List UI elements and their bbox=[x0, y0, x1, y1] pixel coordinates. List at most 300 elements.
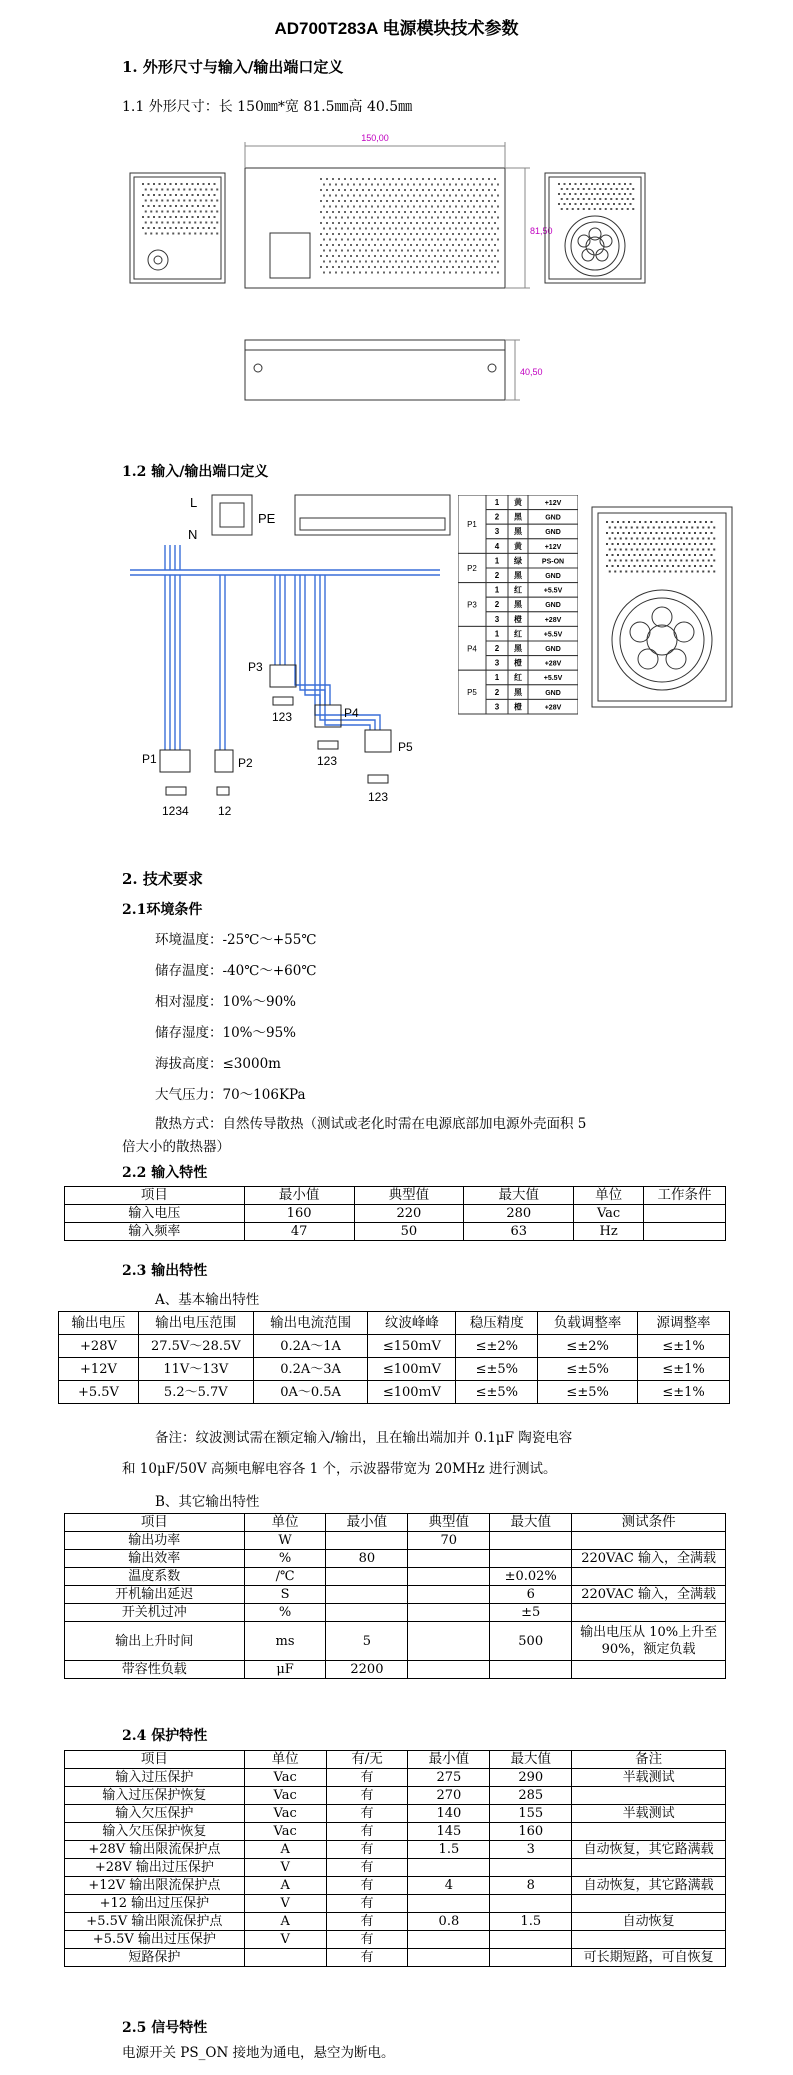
protect-table-cell: 有 bbox=[326, 1805, 408, 1823]
vent-hole bbox=[437, 195, 439, 197]
vent-hole bbox=[440, 266, 442, 268]
vent-hole bbox=[428, 266, 430, 268]
vent-hole bbox=[642, 571, 644, 573]
vent-hole bbox=[386, 266, 388, 268]
pin-text: +28V bbox=[544, 660, 562, 668]
signal-description: 电源开关 PS_ON 接地为通电，悬空为断电。 bbox=[122, 2045, 395, 2061]
vent-hole bbox=[632, 198, 634, 200]
protect-table-cell: 有 bbox=[326, 1787, 408, 1805]
vent-hole bbox=[614, 538, 616, 540]
vent-hole bbox=[389, 250, 391, 252]
protect-table-cell: Vac bbox=[244, 1823, 326, 1841]
vent-hole bbox=[320, 233, 322, 235]
protect-table-cell bbox=[572, 1823, 726, 1841]
vent-hole bbox=[470, 200, 472, 202]
protect-table-cell: 有 bbox=[326, 1859, 408, 1877]
vent-hole bbox=[491, 206, 493, 208]
protect-table-cell: 275 bbox=[408, 1769, 490, 1787]
section-1-heading: 1. 外形尺寸与输入/输出端口定义 bbox=[122, 58, 344, 76]
vent-hole bbox=[341, 261, 343, 263]
vent-hole bbox=[142, 183, 144, 185]
input-table-row bbox=[65, 1223, 726, 1241]
vent-hole bbox=[425, 206, 427, 208]
basic-output-table bbox=[58, 1311, 730, 1404]
vent-hole bbox=[702, 538, 704, 540]
vent-hole bbox=[631, 549, 633, 551]
pin-text: 3 bbox=[494, 658, 500, 668]
vent-hole bbox=[449, 217, 451, 219]
vent-hole bbox=[461, 228, 463, 230]
vent-hole bbox=[488, 233, 490, 235]
vent-hole bbox=[395, 195, 397, 197]
vent-hole bbox=[470, 266, 472, 268]
other-table-header-cell: 最大值 bbox=[490, 1514, 572, 1532]
vent-hole bbox=[386, 222, 388, 224]
vent-hole bbox=[214, 194, 216, 196]
vent-hole bbox=[407, 261, 409, 263]
vent-hole bbox=[494, 200, 496, 202]
vent-hole bbox=[404, 244, 406, 246]
vent-hole bbox=[359, 261, 361, 263]
vent-hole bbox=[413, 239, 415, 241]
basic-table-cell: ≤±5% bbox=[538, 1381, 638, 1404]
vent-hole bbox=[431, 184, 433, 186]
vent-hole bbox=[335, 217, 337, 219]
vent-hole bbox=[148, 216, 150, 218]
vent-hole bbox=[470, 255, 472, 257]
vent-hole bbox=[437, 272, 439, 274]
vent-hole bbox=[320, 211, 322, 213]
vent-hole bbox=[398, 211, 400, 213]
vent-hole bbox=[365, 206, 367, 208]
vent-hole bbox=[700, 543, 702, 545]
protect-table-row bbox=[65, 1769, 726, 1787]
ac-inlet-socket bbox=[212, 495, 252, 535]
vent-hole bbox=[341, 184, 343, 186]
vent-hole bbox=[700, 521, 702, 523]
protect-table-header-cell: 有/无 bbox=[326, 1751, 408, 1769]
pin-text: 橙 bbox=[514, 658, 522, 668]
vent-hole bbox=[497, 206, 499, 208]
pin-group-label: P2 bbox=[467, 564, 477, 573]
vent-hole bbox=[482, 200, 484, 202]
other-table-row bbox=[65, 1550, 726, 1568]
vent-hole bbox=[383, 250, 385, 252]
vent-hole bbox=[332, 233, 334, 235]
vent-hole bbox=[647, 538, 649, 540]
vent-hole bbox=[410, 200, 412, 202]
psu-outline bbox=[290, 490, 460, 555]
vent-hole bbox=[181, 183, 183, 185]
vent-hole bbox=[446, 255, 448, 257]
vent-hole bbox=[389, 272, 391, 274]
vent-hole bbox=[678, 521, 680, 523]
vent-hole bbox=[616, 198, 618, 200]
vent-hole bbox=[329, 184, 331, 186]
vent-hole bbox=[371, 206, 373, 208]
vent-hole bbox=[482, 244, 484, 246]
vent-hole bbox=[347, 195, 349, 197]
vent-hole bbox=[482, 222, 484, 224]
vent-hole bbox=[164, 216, 166, 218]
vent-hole bbox=[164, 194, 166, 196]
vent-hole bbox=[211, 222, 213, 224]
vent-hole bbox=[443, 217, 445, 219]
vent-hole bbox=[672, 554, 674, 556]
vent-hole bbox=[647, 527, 649, 529]
vent-hole bbox=[461, 261, 463, 263]
pin-text: 1 bbox=[494, 498, 500, 507]
vent-hole bbox=[148, 194, 150, 196]
vent-hole bbox=[392, 211, 394, 213]
vent-hole bbox=[347, 261, 349, 263]
vent-hole bbox=[416, 200, 418, 202]
vent-hole bbox=[380, 211, 382, 213]
vent-hole bbox=[167, 233, 169, 235]
vent-hole bbox=[371, 195, 373, 197]
vent-hole bbox=[434, 255, 436, 257]
vent-hole bbox=[686, 549, 688, 551]
vent-hole bbox=[564, 193, 566, 195]
vent-hole bbox=[377, 261, 379, 263]
env-temp: 环境温度：-25℃～+55℃ bbox=[155, 932, 317, 948]
vent-hole bbox=[658, 527, 660, 529]
vent-hole bbox=[350, 178, 352, 180]
vent-hole bbox=[485, 217, 487, 219]
vent-hole bbox=[383, 217, 385, 219]
vent-hole bbox=[642, 549, 644, 551]
section-2-4-heading: 2.4 保护特性 bbox=[122, 1728, 208, 1744]
vent-hole bbox=[142, 194, 144, 196]
vent-hole bbox=[631, 560, 633, 562]
vent-hole bbox=[583, 198, 585, 200]
vent-hole bbox=[353, 228, 355, 230]
vent-hole bbox=[404, 211, 406, 213]
vent-hole bbox=[153, 205, 155, 207]
vent-hole bbox=[558, 203, 560, 205]
vent-hole bbox=[377, 239, 379, 241]
other-table-cell: 70 bbox=[408, 1532, 490, 1550]
section-1-2-heading: 1.2 输入/输出端口定义 bbox=[122, 464, 269, 480]
vent-hole bbox=[383, 272, 385, 274]
vent-hole bbox=[425, 239, 427, 241]
vent-hole bbox=[631, 571, 633, 573]
vent-hole bbox=[479, 184, 481, 186]
vent-hole bbox=[214, 183, 216, 185]
vent-hole bbox=[702, 560, 704, 562]
vent-hole bbox=[178, 189, 180, 191]
vent-hole bbox=[437, 239, 439, 241]
vent-hole bbox=[497, 184, 499, 186]
vent-hole bbox=[608, 183, 610, 185]
protect-table-cell: 有 bbox=[326, 1895, 408, 1913]
vent-hole bbox=[419, 217, 421, 219]
protect-table-cell: +12V 输出限流保护点 bbox=[65, 1877, 245, 1895]
vent-hole bbox=[150, 222, 152, 224]
vent-hole bbox=[473, 239, 475, 241]
vent-hole bbox=[353, 261, 355, 263]
vent-hole bbox=[389, 184, 391, 186]
vent-hole bbox=[428, 255, 430, 257]
vent-hole bbox=[211, 233, 213, 235]
vent-hole bbox=[368, 200, 370, 202]
basic-table-header-cell: 负载调整率 bbox=[538, 1312, 638, 1335]
vent-hole bbox=[494, 266, 496, 268]
connector-p3-label: P3 bbox=[248, 660, 263, 674]
vent-hole bbox=[634, 532, 636, 534]
vent-hole bbox=[392, 266, 394, 268]
other-table-cell bbox=[490, 1532, 572, 1550]
vent-hole bbox=[425, 217, 427, 219]
vent-hole bbox=[431, 206, 433, 208]
vent-hole bbox=[401, 239, 403, 241]
vent-hole bbox=[380, 200, 382, 202]
basic-table-row bbox=[59, 1358, 730, 1381]
vent-hole bbox=[473, 250, 475, 252]
vent-hole bbox=[461, 272, 463, 274]
vent-hole bbox=[389, 195, 391, 197]
pin-text: 2 bbox=[494, 571, 500, 580]
vent-hole bbox=[467, 250, 469, 252]
vent-hole bbox=[153, 216, 155, 218]
vent-hole bbox=[389, 217, 391, 219]
vent-hole bbox=[639, 565, 641, 567]
vent-hole bbox=[616, 208, 618, 210]
vent-hole bbox=[452, 255, 454, 257]
other-table-cell: ms bbox=[244, 1622, 326, 1661]
vent-hole bbox=[667, 521, 669, 523]
vent-hole bbox=[473, 195, 475, 197]
other-table-cell bbox=[408, 1622, 490, 1661]
vent-hole bbox=[347, 228, 349, 230]
vent-hole bbox=[211, 211, 213, 213]
vent-hole bbox=[368, 255, 370, 257]
vent-hole bbox=[656, 543, 658, 545]
vent-hole bbox=[572, 208, 574, 210]
vent-hole bbox=[467, 206, 469, 208]
vent-hole bbox=[461, 250, 463, 252]
vent-hole bbox=[697, 549, 699, 551]
vent-hole bbox=[467, 195, 469, 197]
basic-table-header-cell: 输出电压 bbox=[59, 1312, 139, 1335]
other-table-cell: 2200 bbox=[326, 1661, 408, 1679]
vent-hole bbox=[628, 554, 630, 556]
vent-hole bbox=[449, 272, 451, 274]
vent-hole bbox=[485, 206, 487, 208]
vent-hole bbox=[175, 183, 177, 185]
vent-hole bbox=[623, 543, 625, 545]
other-table-cell: 输出上升时间 bbox=[65, 1622, 245, 1661]
vent-hole bbox=[650, 532, 652, 534]
vent-hole bbox=[494, 189, 496, 191]
vent-hole bbox=[416, 233, 418, 235]
env-storage-temp: 储存温度：-40℃～+60℃ bbox=[155, 963, 317, 979]
vent-hole bbox=[452, 233, 454, 235]
vent-hole bbox=[627, 198, 629, 200]
vent-hole bbox=[362, 222, 364, 224]
protect-table-cell: 有 bbox=[326, 1877, 408, 1895]
vent-hole bbox=[491, 217, 493, 219]
vent-hole bbox=[395, 261, 397, 263]
vent-hole bbox=[189, 211, 191, 213]
vent-hole bbox=[473, 184, 475, 186]
vent-hole bbox=[602, 183, 604, 185]
vent-hole bbox=[653, 538, 655, 540]
vent-hole bbox=[183, 233, 185, 235]
vent-hole bbox=[694, 554, 696, 556]
vent-hole bbox=[461, 195, 463, 197]
other-table-cell: 220VAC 输入，全满载 bbox=[572, 1586, 726, 1604]
vent-hole bbox=[605, 198, 607, 200]
vent-hole bbox=[470, 233, 472, 235]
vent-hole bbox=[320, 200, 322, 202]
vent-hole bbox=[443, 195, 445, 197]
other-table-cell bbox=[326, 1604, 408, 1622]
vent-hole bbox=[347, 206, 349, 208]
vent-hole bbox=[645, 565, 647, 567]
vent-hole bbox=[664, 560, 666, 562]
vent-hole bbox=[697, 571, 699, 573]
connector-housings bbox=[160, 665, 391, 795]
vent-hole bbox=[464, 222, 466, 224]
vent-hole bbox=[365, 239, 367, 241]
protect-table-cell: 160 bbox=[490, 1823, 572, 1841]
vent-hole bbox=[642, 527, 644, 529]
pin-text: +12V bbox=[544, 500, 562, 507]
vent-hole bbox=[365, 272, 367, 274]
other-table-row bbox=[65, 1568, 726, 1586]
vent-hole bbox=[335, 239, 337, 241]
vent-hole bbox=[377, 272, 379, 274]
vent-hole bbox=[694, 521, 696, 523]
vent-hole bbox=[645, 543, 647, 545]
vent-hole bbox=[150, 189, 152, 191]
vent-hole bbox=[197, 205, 199, 207]
vent-hole bbox=[452, 189, 454, 191]
other-table-cell: W bbox=[244, 1532, 326, 1550]
connector-p2-label: P2 bbox=[238, 756, 253, 770]
protect-table-row bbox=[65, 1841, 726, 1859]
vent-hole bbox=[323, 217, 325, 219]
vent-hole bbox=[647, 549, 649, 551]
vent-hole bbox=[329, 228, 331, 230]
vent-hole bbox=[142, 227, 144, 229]
pin-text: 绿 bbox=[514, 556, 522, 566]
vent-hole bbox=[488, 222, 490, 224]
vent-hole bbox=[356, 222, 358, 224]
vent-hole bbox=[491, 250, 493, 252]
vent-hole bbox=[664, 549, 666, 551]
vent-hole bbox=[653, 549, 655, 551]
vent-hole bbox=[197, 227, 199, 229]
vent-hole bbox=[344, 244, 346, 246]
vent-hole bbox=[170, 216, 172, 218]
vent-hole bbox=[344, 200, 346, 202]
basic-table-cell: +12V bbox=[59, 1358, 139, 1381]
vent-hole bbox=[183, 189, 185, 191]
vent-hole bbox=[485, 195, 487, 197]
vent-hole bbox=[398, 200, 400, 202]
input-table-cell: 160 bbox=[244, 1205, 354, 1223]
vent-hole bbox=[380, 178, 382, 180]
vent-hole bbox=[413, 261, 415, 263]
pin-text: +5.5V bbox=[543, 675, 563, 683]
input-table-header-row bbox=[65, 1187, 726, 1205]
vent-hole bbox=[419, 261, 421, 263]
protect-table-cell: 有 bbox=[326, 1913, 408, 1931]
env-altitude: 海拔高度：≤3000m bbox=[155, 1056, 281, 1072]
vent-hole bbox=[153, 227, 155, 229]
vent-hole bbox=[628, 565, 630, 567]
vent-hole bbox=[612, 554, 614, 556]
vent-hole bbox=[164, 183, 166, 185]
pin-text: 2 bbox=[494, 687, 500, 697]
vent-hole bbox=[672, 543, 674, 545]
vent-hole bbox=[362, 178, 364, 180]
vent-hole bbox=[320, 178, 322, 180]
vent-hole bbox=[356, 200, 358, 202]
vent-hole bbox=[156, 200, 158, 202]
vent-hole bbox=[437, 217, 439, 219]
vent-hole bbox=[597, 203, 599, 205]
vent-hole bbox=[428, 222, 430, 224]
vent-hole bbox=[431, 228, 433, 230]
protect-table-cell: 输入过压保护 bbox=[65, 1769, 245, 1787]
basic-table-header-cell: 稳压精度 bbox=[456, 1312, 538, 1335]
vent-hole bbox=[620, 571, 622, 573]
vent-hole bbox=[401, 228, 403, 230]
vent-hole bbox=[197, 216, 199, 218]
vent-hole bbox=[455, 261, 457, 263]
vent-hole bbox=[632, 208, 634, 210]
vent-hole bbox=[332, 211, 334, 213]
vent-hole bbox=[661, 554, 663, 556]
basic-table-cell: ≤±5% bbox=[456, 1358, 538, 1381]
vent-hole bbox=[377, 250, 379, 252]
vent-hole bbox=[419, 272, 421, 274]
vent-hole bbox=[344, 189, 346, 191]
input-table-cell: 63 bbox=[464, 1223, 574, 1241]
vent-hole bbox=[473, 228, 475, 230]
vent-hole bbox=[356, 244, 358, 246]
vent-hole bbox=[664, 571, 666, 573]
basic-table-cell: 0.2A～1A bbox=[253, 1335, 368, 1358]
vent-hole bbox=[669, 571, 671, 573]
protect-table-cell: +5.5V 输出限流保护点 bbox=[65, 1913, 245, 1931]
vent-hole bbox=[200, 233, 202, 235]
vent-hole bbox=[422, 233, 424, 235]
input-table-header-cell: 单位 bbox=[574, 1187, 644, 1205]
vent-hole bbox=[437, 261, 439, 263]
vent-hole bbox=[479, 228, 481, 230]
vent-hole bbox=[161, 189, 163, 191]
vent-hole bbox=[634, 521, 636, 523]
vent-hole bbox=[497, 195, 499, 197]
vent-hole bbox=[380, 266, 382, 268]
protect-table-cell: 有 bbox=[326, 1931, 408, 1949]
vent-hole bbox=[583, 208, 585, 210]
protect-table-cell: +12 输出过压保护 bbox=[65, 1895, 245, 1913]
vent-hole bbox=[580, 183, 582, 185]
vent-hole bbox=[422, 266, 424, 268]
vent-hole bbox=[362, 244, 364, 246]
vent-hole bbox=[320, 222, 322, 224]
vent-hole bbox=[392, 200, 394, 202]
vent-hole bbox=[362, 266, 364, 268]
vent-hole bbox=[392, 233, 394, 235]
vent-hole bbox=[691, 527, 693, 529]
vent-hole bbox=[464, 211, 466, 213]
